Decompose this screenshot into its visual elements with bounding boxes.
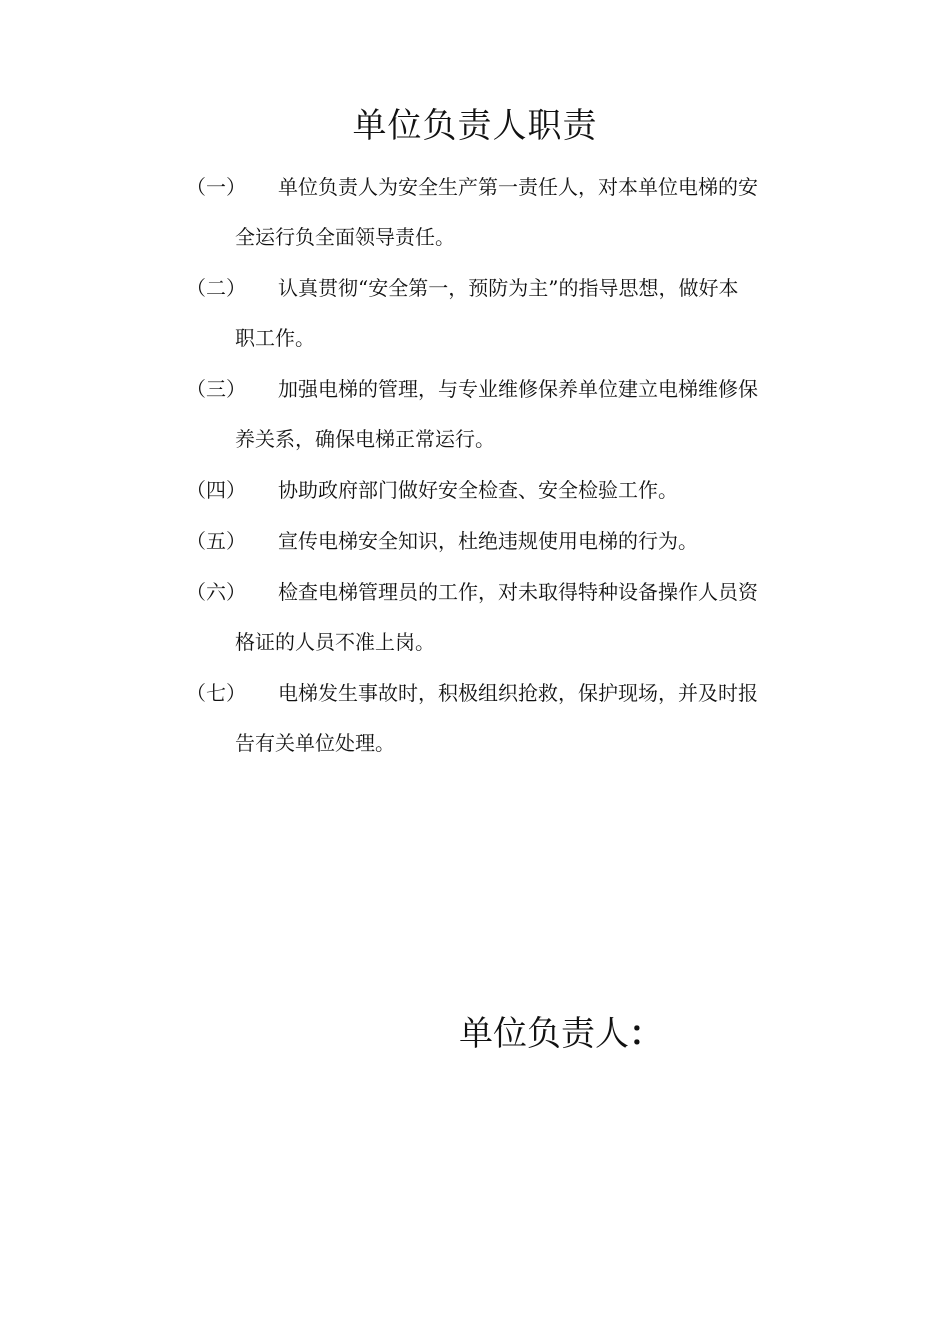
item-text xyxy=(235,263,808,363)
signature-colon: ： xyxy=(629,1014,663,1054)
item-continuation: 养关系，确保电梯正常运行。 xyxy=(235,427,495,451)
item-text xyxy=(278,465,808,515)
item-first-line: 加强电梯的管理，与专业维修保养单位建立电梯维修保 xyxy=(278,377,758,401)
list-item xyxy=(186,465,808,515)
document-title: 单位负责人职责 xyxy=(352,106,598,146)
item-number: （一） xyxy=(186,175,246,199)
item-number: （五） xyxy=(186,529,246,553)
list-item xyxy=(186,263,808,363)
signature-line xyxy=(459,1008,663,1060)
list-item xyxy=(186,567,808,667)
list-item xyxy=(186,364,808,464)
list-item xyxy=(186,668,808,768)
item-continuation: 告有关单位处理。 xyxy=(235,731,395,755)
item-number: （六） xyxy=(186,580,246,604)
item-first-line: 检查电梯管理员的工作，对未取得特种设备操作人员资 xyxy=(278,580,758,604)
item-number: （三） xyxy=(186,377,246,401)
item-continuation: 全运行负全面领导责任。 xyxy=(235,225,455,249)
item-number: （二） xyxy=(186,276,246,300)
item-text xyxy=(278,516,808,566)
item-number: （七） xyxy=(186,681,246,705)
item-text xyxy=(235,567,808,667)
signature-label: 单位负责人 xyxy=(459,1014,629,1054)
item-continuation: 职工作。 xyxy=(235,326,315,350)
item-text xyxy=(235,162,808,262)
item-first-line: 单位负责人为安全生产第一责任人，对本单位电梯的安 xyxy=(278,175,758,199)
item-text xyxy=(235,668,808,768)
item-text xyxy=(235,364,808,464)
responsibility-list xyxy=(186,162,808,769)
item-continuation: 格证的人员不准上岗。 xyxy=(235,630,435,654)
list-item xyxy=(186,162,808,262)
list-item xyxy=(186,516,808,566)
item-number: （四） xyxy=(186,478,246,502)
item-first-line: 电梯发生事故时，积极组织抢救，保护现场，并及时报 xyxy=(278,681,758,705)
item-first-line: 协助政府部门做好安全检查、安全检验工作。 xyxy=(278,478,678,502)
item-first-line: 宣传电梯安全知识，杜绝违规使用电梯的行为。 xyxy=(278,529,698,553)
item-first-line: 认真贯彻“安全第一，预防为主”的指导思想，做好本 xyxy=(278,276,739,300)
